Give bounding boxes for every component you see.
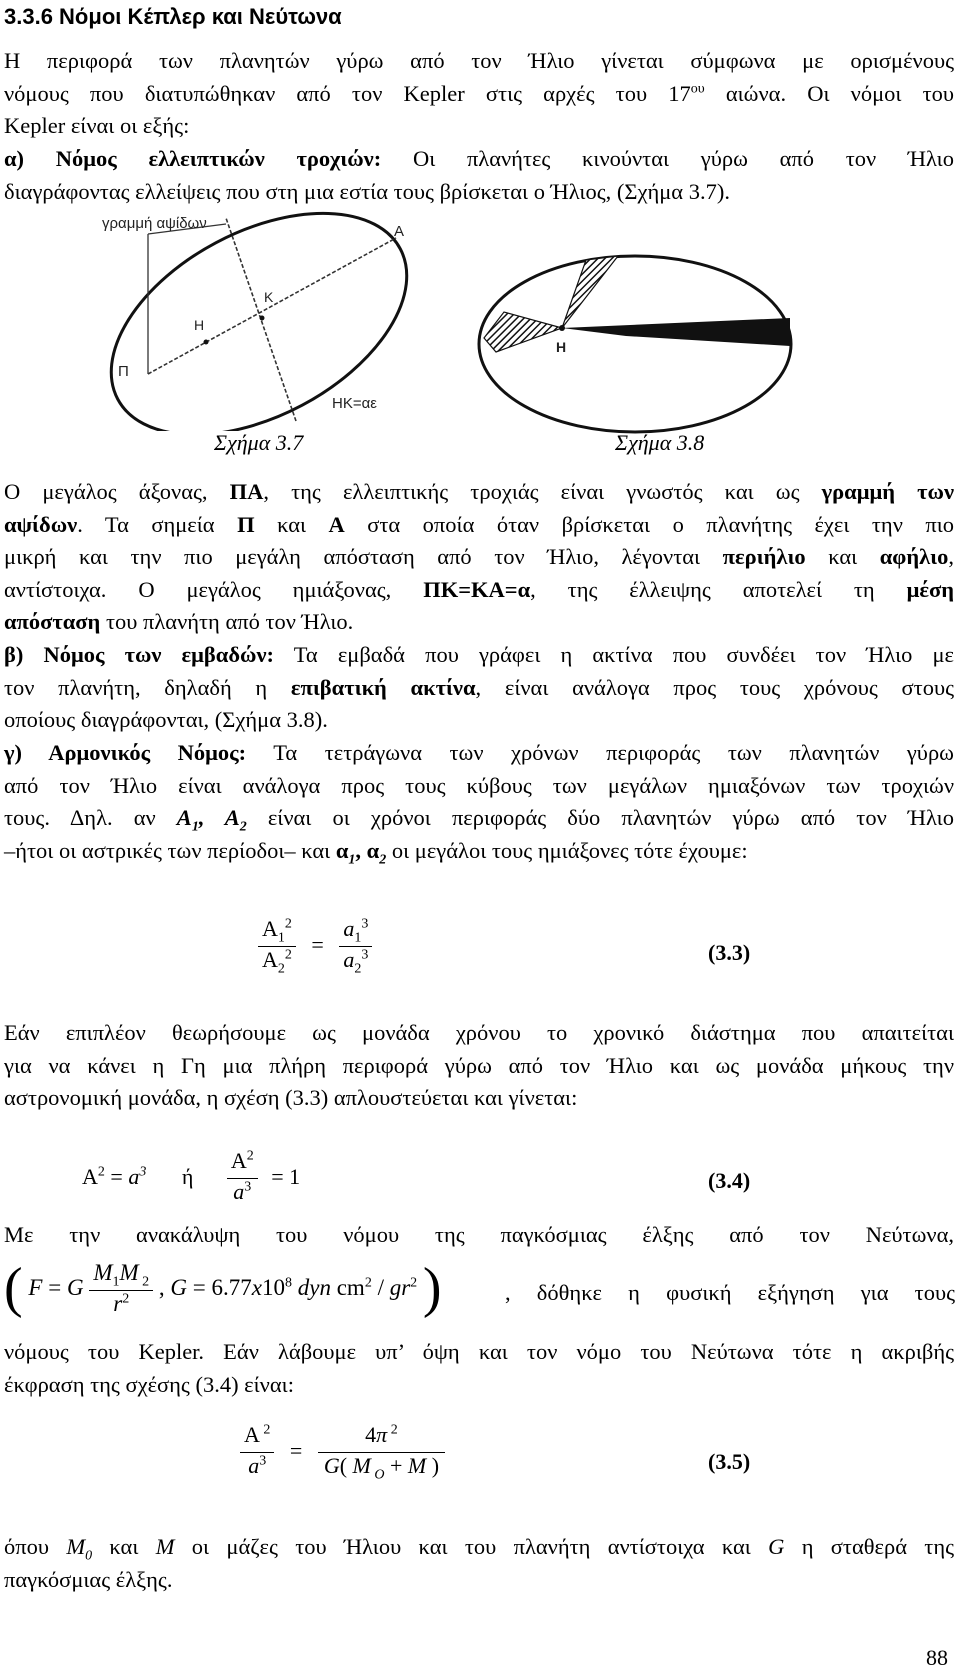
- newton-line-3: νόμους του Kepler. Εάν λάβουμε υπ’ όψη και τον νόμο του Νεύτωνα τότε η ακριβής: [4, 1339, 954, 1364]
- fraction-periods: $\frac{A_1^2}{A_2^2}$: [258, 916, 296, 973]
- apsides-label: γραμμή αψίδων: [102, 215, 207, 232]
- swept-area-right: [562, 318, 790, 346]
- text: Τα τετράγωνα των χρόνων περιφοράς των πλανητών γύρω: [246, 740, 954, 765]
- axis-line-1: [4, 476, 954, 509]
- fraction-simplified: $\frac{A^2}{a^3}$: [227, 1148, 258, 1205]
- text: και: [92, 1534, 156, 1559]
- text: τον πλανήτη, δηλαδή η: [4, 674, 291, 700]
- text: όπου: [4, 1534, 67, 1559]
- var-M0: Μ: [66, 1534, 86, 1559]
- sub-2: 2: [239, 819, 247, 835]
- law-c-line-1: [4, 737, 954, 770]
- text: , είναι ανάλογα προς τους χρόνους στους: [475, 674, 955, 700]
- figure-3-7-caption: Σχήμα 3.7: [214, 430, 304, 455]
- text: η σταθερά της: [784, 1534, 955, 1559]
- intro-line-1: Η περιφορά των πλανητών γύρω από τον Ήλιο γίνεται σύμφωνα με ορισμένους: [4, 48, 954, 73]
- page-number: 88: [926, 1645, 948, 1670]
- figure-3-8-caption: Σχήμα 3.8: [615, 430, 705, 455]
- newton-paragraph-rest: [4, 1336, 954, 1401]
- text: στα οποία όταν βρίσκεται ο πλανήτης έχει την πιο: [344, 511, 955, 537]
- gravitation-formula: ( F = G $\frac{M_1M _2}{r^2}$ , $G = 6.77x10^8$ dyn $cm^2 / gr^2$ ): [4, 1257, 442, 1319]
- law-b-line-3: οποίους διαγράφονται, (Σχήμα 3.8).: [4, 707, 328, 732]
- law-c-line-2: από τον Ήλιο είναι ανάλογα προς τους κύβους των μεγάλων ημιαξόνων των τροχιών: [4, 772, 954, 798]
- units-line-2: για να κάνει η Γη μια πλήρη περιφορά γύρω από τον Ήλιο και ως μονάδα μήκους την: [4, 1052, 954, 1078]
- equation-3-4-number: (3.4): [708, 1168, 751, 1193]
- law-a-label: α) Νόμος ελλειπτικών τροχιών:: [4, 146, 382, 171]
- axis-line-3: [4, 541, 954, 574]
- text: μικρή και την πιο μεγάλη απόσταση από τον Ήλιο, λέγονται: [4, 544, 723, 569]
- sub-1: 1: [348, 852, 356, 867]
- comma: ,: [355, 837, 367, 863]
- sun-focus-dot: [559, 325, 565, 331]
- fraction-left: $\frac{A ^2}{a^3}$: [240, 1422, 274, 1479]
- label-center-K: Κ: [264, 289, 274, 305]
- axis-line-5: [4, 606, 954, 639]
- swept-area-top: [562, 256, 618, 328]
- bold-radius-vector: επιβατική ακτίνα: [290, 674, 476, 700]
- var-a1: α: [335, 837, 349, 863]
- law-b-line-2: [4, 672, 954, 705]
- sub-0: 0: [85, 1548, 93, 1564]
- newton-line-1: Με την ανακάλυψη του νόμου της παγκόσμιας έλξης από τον Νεύτωνα,: [4, 1222, 954, 1247]
- text: , της έλλειψης αποτελεί τη: [530, 576, 907, 602]
- figure-3-7-ellipse-orbit: [96, 206, 426, 431]
- law-a-text-1: Οι πλανήτες κινούνται γύρω από τον Ήλιο: [381, 146, 954, 171]
- intro-line-2-part-a: νόμους που διατυπώθηκαν από τον Kepler στις αρχές του 17: [4, 80, 691, 106]
- text: τους. Δηλ. αν: [4, 805, 177, 830]
- text: ,: [948, 544, 955, 569]
- bold-mean: μέση: [906, 576, 954, 602]
- bold-A: Α: [328, 511, 345, 537]
- law-c-line-3: [4, 802, 954, 835]
- fraction-semimajor: $\frac{a_1^3}{a_2^3}$: [339, 916, 372, 973]
- bold-P: Π: [237, 511, 255, 537]
- var-a2: α: [366, 837, 380, 863]
- bold-distance: απόσταση: [4, 609, 101, 634]
- equation-3-3-number: (3.3): [708, 940, 751, 965]
- text: Ο μεγάλος άξονας,: [4, 479, 230, 504]
- fraction-right: $\frac{4\pi ^2}{G( M _O + M )}$: [318, 1422, 445, 1479]
- law-c-line-4: [4, 835, 954, 868]
- newton-line-2-tail: , δόθηκε η φυσική εξήγηση για τους: [505, 1280, 955, 1305]
- text: και: [805, 544, 880, 569]
- text: , της ελλειπτικής τροχιάς είναι γνωστός και ως: [263, 479, 822, 504]
- var-M: Μ: [155, 1534, 175, 1559]
- bold-apsides-term: γραμμή των: [821, 479, 955, 504]
- newton-paragraph-line-1: [4, 1219, 954, 1252]
- law-b-paragraph: [4, 639, 954, 737]
- text: οι μάζες του Ήλιου και του πλανήτη αντίστοιχα και: [174, 1534, 769, 1559]
- bold-aphelion: αφήλιο: [879, 544, 949, 569]
- equation-3-5: $\frac{A ^2}{a^3}$ = $\frac{4\pi ^2}{G( M _O + M )}$: [240, 1422, 445, 1479]
- swept-area-left: [484, 312, 562, 352]
- text: αντίστοιχα. Ο μεγάλος ημιάξονας,: [4, 576, 424, 602]
- law-b-line-1: [4, 639, 954, 672]
- text: είναι οι χρόνοι περιφοράς δύο πλανητών γύρω από τον Ήλιο: [246, 805, 954, 830]
- intro-line-2-part-b: αιώνα. Οι νόμοι του: [704, 80, 955, 106]
- intro-paragraph: [4, 45, 954, 143]
- equation-3-5-number: (3.5): [708, 1449, 751, 1474]
- equation-3-4: $A^2 = a^3$ ή $\frac{A^2}{a^3}$ = 1: [82, 1148, 301, 1204]
- label-sun-H: Η: [194, 317, 205, 333]
- var-A1: Α: [176, 805, 192, 830]
- axis-line-4: [4, 574, 954, 607]
- sub-1: 1: [191, 819, 199, 835]
- final-line-2: παγκόσμιας έλξης.: [4, 1566, 173, 1592]
- var-G: G: [768, 1534, 785, 1559]
- label-perihelion-P: Π: [118, 363, 129, 380]
- final-paragraph: [4, 1531, 954, 1596]
- equation-3-3: $\frac{A_1^2}{A_2^2}$ = $\frac{a_1^3}{a_2^3}$: [258, 916, 372, 973]
- law-c-label: γ) Αρμονικός Νόμος:: [4, 740, 247, 765]
- label-sun-H: Η: [556, 339, 567, 355]
- orbit-ellipse: [479, 256, 791, 432]
- units-line-3: αστρονομική μονάδα, η σχέση (3.3) απλουστεύεται και γίνεται:: [4, 1085, 578, 1110]
- apsides-paragraph: [4, 476, 954, 639]
- label-aphelion-A: Α: [394, 223, 405, 240]
- text: . Τα σημεία: [77, 511, 238, 537]
- axis-line-2: [4, 509, 954, 542]
- text: οι μεγάλοι τους ημιάξονες τότε έχουμε:: [386, 837, 748, 863]
- sub-2: 2: [379, 852, 387, 867]
- text: Τα εμβαδά που γράφει η ακτίνα που συνδέει τον Ήλιο με: [274, 642, 954, 667]
- intro-line-3: Kepler είναι οι εξής:: [4, 113, 190, 138]
- fraction-masses: $\frac{M_1M _2}{r^2}$: [89, 1260, 153, 1317]
- figure-3-8-equal-areas: [476, 252, 794, 438]
- bold-semi-major: ΠΚ=ΚΑ=α: [423, 576, 531, 602]
- law-b-label: β) Νόμος των εμβαδών:: [4, 642, 275, 667]
- law-a-line-1: [4, 143, 954, 176]
- label-HK-equation: ΗΚ=αε: [332, 395, 377, 412]
- units-line-1: Εάν επιπλέον θεωρήσουμε ως μονάδα χρόνου το χρονικό διάστημα που απαιτείται: [4, 1020, 954, 1045]
- newton-line-4: έκφραση της σχέσης (3.4) είναι:: [4, 1371, 294, 1397]
- text: –ήτοι οι αστρικές των περίοδοι– και: [4, 837, 336, 863]
- law-a-paragraph: [4, 143, 954, 208]
- final-line-1: [4, 1531, 954, 1564]
- major-axis-line: [148, 238, 396, 374]
- sun-focus-dot: [204, 340, 209, 345]
- text: και: [254, 511, 329, 537]
- bold-perihelion: περιήλιο: [722, 544, 806, 569]
- var-A2: Α: [224, 805, 240, 830]
- or-connector: ή: [181, 1163, 194, 1189]
- text: του πλανήτη από τον Ήλιο.: [100, 609, 354, 634]
- law-c-paragraph: [4, 737, 954, 867]
- units-paragraph: [4, 1017, 954, 1115]
- bold-PA: ΠΑ: [229, 479, 264, 504]
- intro-line-2: [4, 78, 954, 111]
- section-heading: 3.3.6 Νόμοι Κέπλερ και Νεύτωνα: [4, 4, 342, 29]
- bold-apsides-term-end: αψίδων: [4, 511, 78, 537]
- law-a-line-2: διαγράφοντας ελλείψεις που στη μια εστία τους βρίσκεται ο Ήλιος, (Σχήμα 3.7).: [4, 178, 730, 204]
- century-suffix: ου: [690, 81, 705, 96]
- center-dot: [260, 316, 265, 321]
- comma: ,: [198, 805, 225, 830]
